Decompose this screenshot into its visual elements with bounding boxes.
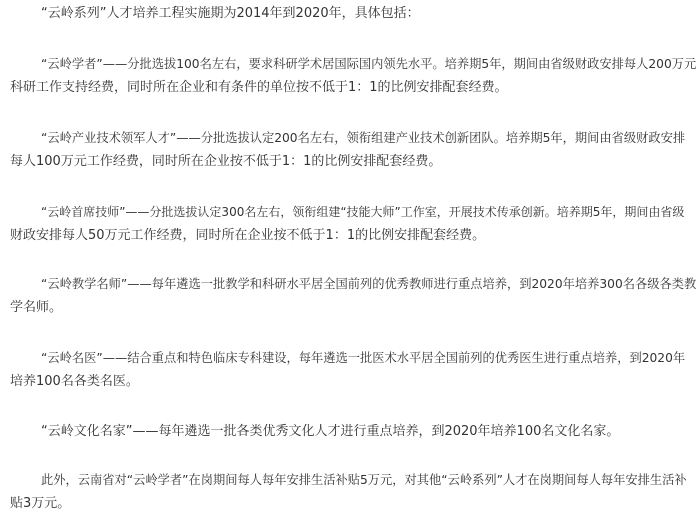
- industry-leader-line-1: “云岭产业技术领军人才”——分批选拔认定200名左右，领衔组建产业技术创新团队。培养期5年，期间由省级财政安排: [41, 131, 686, 145]
- teacher-line-2: 学名师。: [10, 300, 63, 315]
- scholar-line-2: 科研工作支持经费，同时所在企业和有条件的单位按不低于1：1的比例安排配套经费。: [10, 80, 508, 95]
- chief-technician-line-1: “云岭首席技师”——分批选拔认定300名左右，领衔组建“技能大师”工作室，开展技术传承创新。培养期5年，期间由省级: [41, 205, 685, 219]
- intro-line-1: “云岭系列”人才培养工程实施期为2014年到2020年，具体包括：: [41, 6, 420, 21]
- chief-technician-line-2: 财政安排每人50万元工作经费，同时所在企业按不低于1：1的比例安排配套经费。: [10, 228, 486, 243]
- teacher-line-1: “云岭教学名师”——每年遴选一批教学和科研水平居全国前列的优秀教师进行重点培养，到2020年培养300名各级各类教: [41, 277, 697, 291]
- subsidy-line-1: 此外，云南省对“云岭学者”在岗期间每人每年安排生活补贴5万元，对其他“云岭系列”人才在岗期间每人每年安排生活补: [41, 473, 687, 487]
- industry-leader-line-2: 每人100万元工作经费，同时所在企业按不低于1：1的比例安排配套经费。: [10, 154, 442, 169]
- scholar-line-1: “云岭学者”——分批选拔100名左右，要求科研学术居国际国内领先水平。培养期5年，期间由省级财政安排每人200万元: [41, 57, 697, 71]
- doctor-line-1: “云岭名医”——结合重点和特色临床专科建设，每年遴选一批医术水平居全国前列的优秀医生进行重点培养，到2020年: [41, 351, 686, 365]
- doctor-line-2: 培养100名各类名医。: [10, 374, 139, 389]
- subsidy-line-2: 贴3万元。: [10, 496, 71, 511]
- culture-line-1: “云岭文化名家”——每年遴选一批各类优秀文化人才进行重点培养，到2020年培养100名文化名家。: [41, 424, 620, 439]
